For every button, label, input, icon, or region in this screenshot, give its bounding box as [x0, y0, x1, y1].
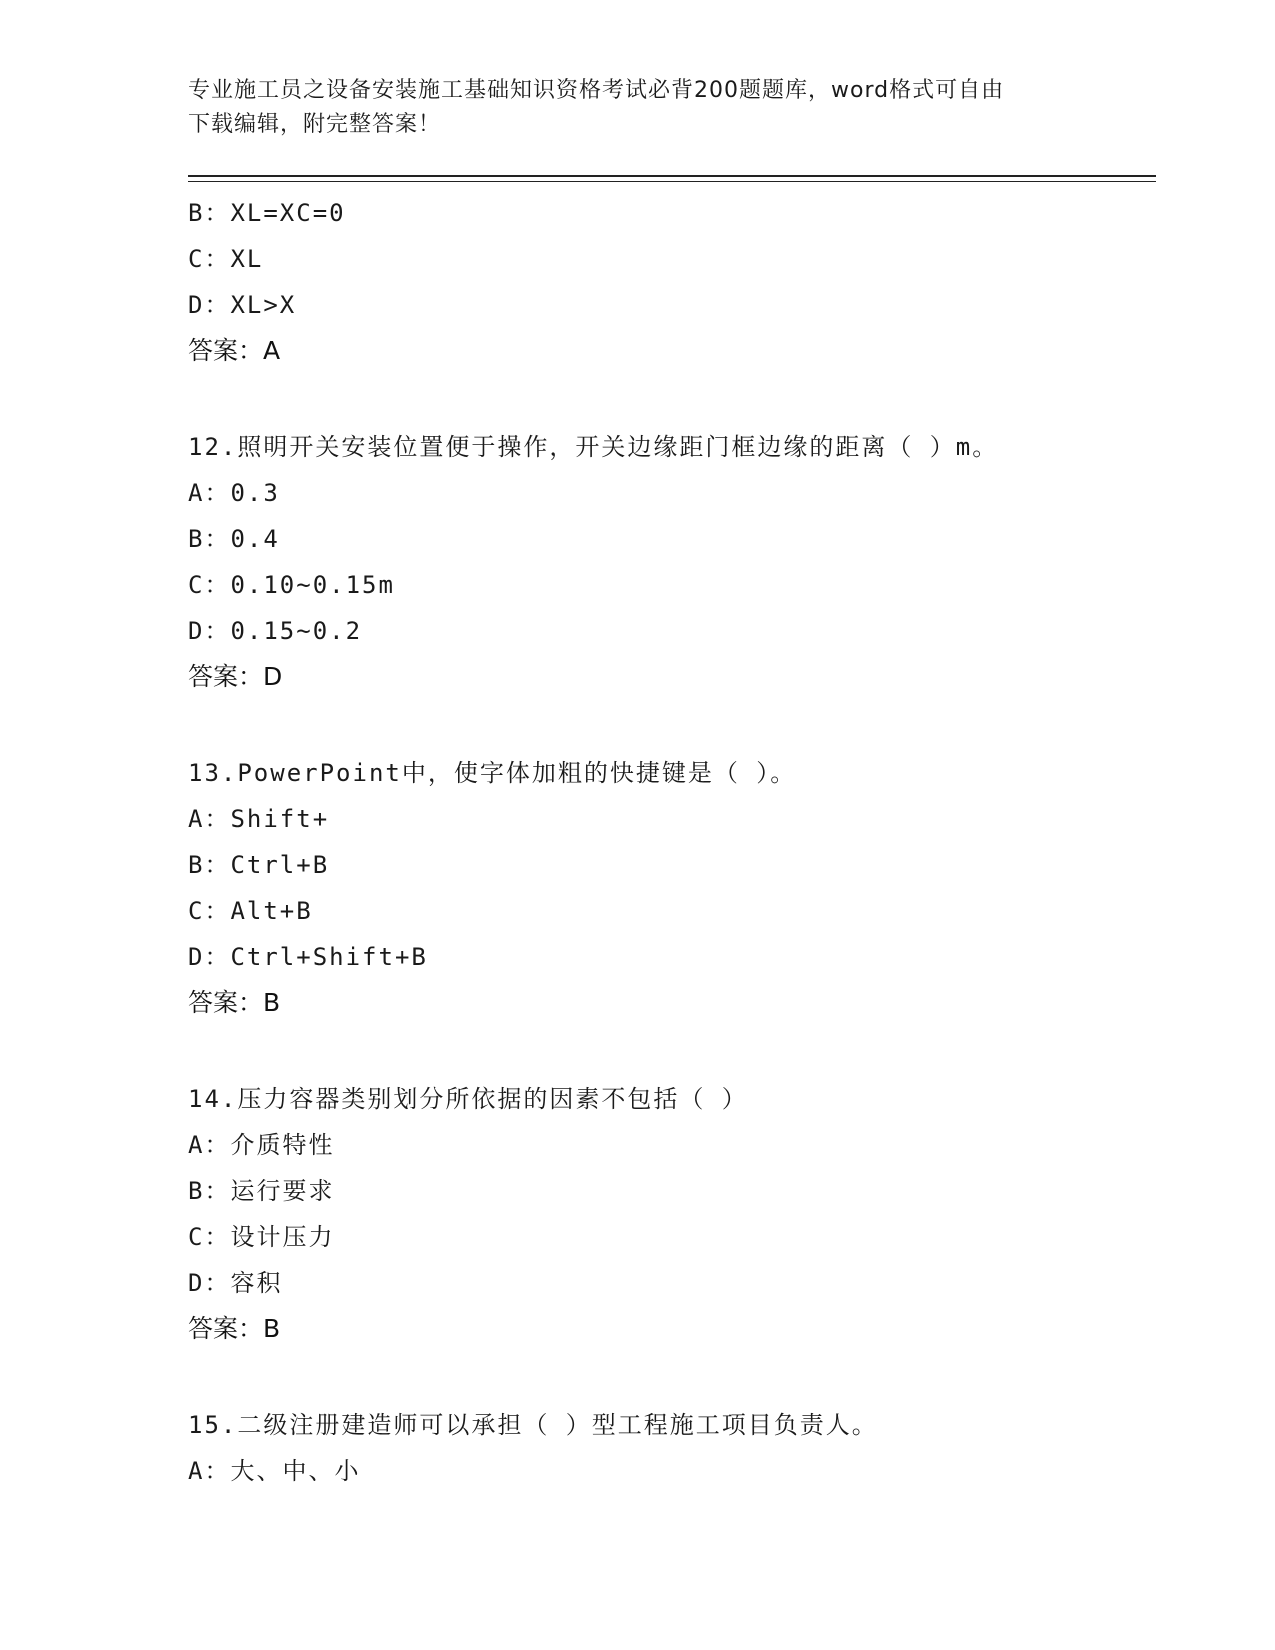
option-a: A：介质特性: [188, 1131, 335, 1159]
question-14: [188, 1076, 1156, 1352]
option-b: B：XL=XC=0: [188, 199, 346, 227]
header-divider-thin: [188, 181, 1156, 182]
answer-line: 答案：B: [188, 1314, 281, 1343]
answer-line: 答案：A: [188, 336, 281, 365]
header-title-line-2: 下载编辑，附完整答案！: [188, 112, 442, 137]
option-c: C：0.10~0.15m: [188, 571, 395, 599]
question-12: [188, 424, 1156, 700]
answer-line: 答案：D: [188, 662, 283, 691]
option-d: D：XL>X: [188, 291, 297, 319]
option-a: A：0.3: [188, 479, 280, 507]
header-title-line-1: 专业施工员之设备安装施工基础知识资格考试必背200题题库，word格式可自由: [188, 78, 1005, 103]
question-15: [188, 1402, 1156, 1494]
question-text: 12.照明开关安装位置便于操作，开关边缘距门框边缘的距离（ ）m。: [188, 433, 999, 461]
option-d: D：Ctrl+Shift+B: [188, 943, 428, 971]
option-b: B：0.4: [188, 525, 280, 553]
option-d: D：0.15~0.2: [188, 617, 363, 645]
document-header: [188, 74, 1088, 142]
question-text: 13.PowerPoint中，使字体加粗的快捷键是（ ）。: [188, 759, 797, 787]
option-c: C：设计压力: [188, 1223, 335, 1251]
header-divider-thick: [188, 175, 1156, 177]
option-c: C：XL: [188, 245, 264, 273]
answer-line: 答案：B: [188, 988, 281, 1017]
option-c: C：Alt+B: [188, 897, 313, 925]
question-text: 14.压力容器类别划分所依据的因素不包括（ ）: [188, 1085, 748, 1113]
option-a: A：大、中、小: [188, 1457, 361, 1485]
question-text: 15.二级注册建造师可以承担（ ）型工程施工项目负责人。: [188, 1411, 878, 1439]
option-a: A：Shift+: [188, 805, 330, 833]
question-13: [188, 750, 1156, 1026]
question-list: [188, 190, 1156, 1494]
option-b: B：运行要求: [188, 1177, 335, 1205]
option-d: D：容积: [188, 1269, 283, 1297]
question-11-continued: [188, 190, 1156, 374]
option-b: B：Ctrl+B: [188, 851, 330, 879]
